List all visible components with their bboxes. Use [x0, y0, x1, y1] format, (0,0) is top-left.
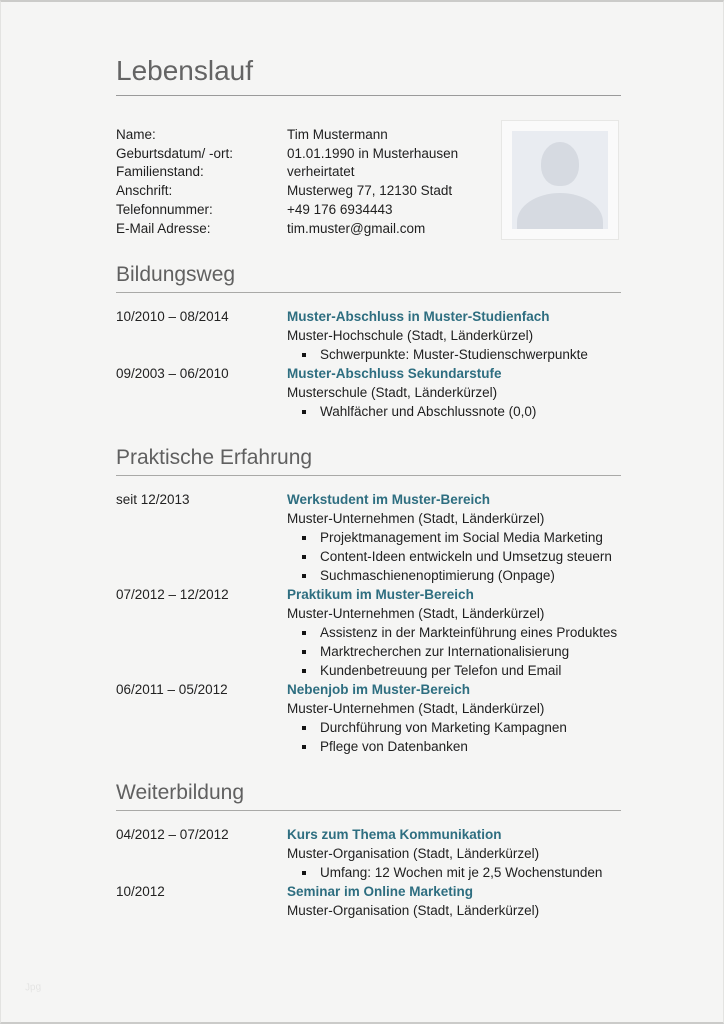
entry-organization: Muster-Organisation (Stadt, Länderkürzel): [287, 846, 540, 862]
entry-date: 10/2010 – 08/2014: [116, 309, 229, 325]
cv-entry: [116, 680, 621, 756]
entry-organization: Muster-Unternehmen (Stadt, Länderkürzel): [287, 701, 545, 717]
field-label: Anschrift:: [116, 183, 173, 199]
entry-bullet-list: [287, 718, 621, 756]
entry-title: Kurs zum Thema Kommunikation: [287, 827, 502, 843]
cv-entry: [116, 364, 621, 421]
photo-placeholder: [501, 120, 619, 240]
field-value: Tim Mustermann: [287, 127, 388, 142]
entry-body: [287, 882, 621, 920]
silhouette-head: [541, 142, 579, 186]
entry-bullet: Durchführung von Marketing Kampagnen: [287, 718, 621, 737]
cv-entry: [116, 882, 621, 920]
entry-bullet-list: [287, 402, 621, 421]
entry-title: Muster-Abschluss Sekundarstufe: [287, 366, 502, 382]
field-value: 01.01.1990 in Musterhausen: [287, 145, 459, 161]
entry-date: 10/2012: [116, 884, 165, 900]
entry-title: Nebenjob im Muster-Bereich: [287, 682, 471, 698]
field-label: Name:: [116, 127, 156, 142]
section-bildungsweg: [116, 262, 621, 421]
watermark: Jpg: [24, 981, 42, 994]
entry-date: seit 12/2013: [116, 492, 190, 508]
entry-bullet: Suchmaschienenoptimierung (Onpage): [287, 566, 621, 585]
entry-title: Muster-Abschluss in Muster-Studienfach: [287, 309, 550, 325]
title-divider: [116, 95, 621, 96]
entry-bullet-list: [287, 623, 621, 680]
entry-bullet: Umfang: 12 Wochen mit je 2,5 Wochenstunden: [287, 863, 621, 882]
entry-body: [287, 680, 621, 756]
section-praktische-erfahrung: [116, 445, 621, 756]
cv-entry: [116, 825, 621, 882]
entry-body: [287, 585, 621, 680]
entry-organization: Musterschule (Stadt, Länderkürzel): [287, 385, 498, 401]
entry-organization: Muster-Hochschule (Stadt, Länderkürzel): [287, 328, 534, 344]
cv-entry: [116, 490, 621, 585]
entry-bullet-list: [287, 528, 621, 585]
page-title: Lebenslauf: [116, 55, 254, 86]
field-value: +49 176 6934443: [287, 201, 393, 217]
entry-bullet-list: [287, 863, 621, 882]
entry-date: 07/2012 – 12/2012: [116, 587, 229, 603]
entry-organization: Muster-Unternehmen (Stadt, Länderkürzel): [287, 606, 545, 622]
entry-bullet: Content-Ideen entwickeln und Umsetzug steuern: [287, 547, 621, 566]
section-heading: Weiterbildung: [116, 781, 245, 805]
field-label: E-Mail Adresse:: [116, 220, 211, 236]
cv-entry: [116, 585, 621, 680]
section-weiterbildung: [116, 780, 621, 920]
section-divider: [116, 475, 621, 476]
section-entries: [116, 490, 621, 756]
cv-entry: [116, 307, 621, 364]
entry-bullet: Schwerpunkte: Muster-Studienschwerpunkte: [287, 345, 621, 364]
field-label: Geburtsdatum/ -ort:: [116, 145, 234, 161]
field-value: Musterweg 77, 12130 Stadt: [287, 183, 453, 199]
section-divider: [116, 810, 621, 811]
section-heading: Praktische Erfahrung: [116, 446, 313, 470]
silhouette-shoulders: [517, 193, 603, 229]
section-entries: [116, 825, 621, 920]
entry-bullet: Kundenbetreuung per Telefon und Email: [287, 661, 621, 680]
entry-bullet-list: [287, 345, 621, 364]
entry-title: Werkstudent im Muster-Bereich: [287, 492, 491, 508]
field-label: Familienstand:: [116, 164, 204, 180]
entry-bullet: Projektmanagement im Social Media Marketing: [287, 528, 621, 547]
section-divider: [116, 292, 621, 293]
entry-bullet: Pflege von Datenbanken: [287, 737, 621, 756]
entry-body: [287, 307, 621, 364]
field-label: Telefonnummer:: [116, 201, 213, 217]
entry-body: [287, 825, 621, 882]
section-heading: Bildungsweg: [116, 263, 236, 287]
entry-bullet: Wahlfächer und Abschlussnote (0,0): [287, 402, 621, 421]
field-value: verheirtatet: [287, 164, 355, 180]
entry-title: Seminar im Online Marketing: [287, 884, 474, 900]
entry-organization: Muster-Organisation (Stadt, Länderkürzel): [287, 903, 540, 919]
field-value: tim.muster@gmail.com: [287, 220, 426, 236]
entry-bullet: Marktrecherchen zur Internationalisierung: [287, 642, 621, 661]
entry-date: 06/2011 – 05/2012: [116, 682, 228, 698]
entry-bullet: Assistenz in der Markteinführung eines Produktes: [287, 623, 621, 642]
entry-organization: Muster-Unternehmen (Stadt, Länderkürzel): [287, 511, 545, 527]
entry-body: [287, 490, 621, 585]
section-entries: [116, 307, 621, 421]
person-silhouette-icon: [512, 131, 608, 229]
entry-date: 04/2012 – 07/2012: [116, 827, 229, 843]
entry-date: 09/2003 – 06/2010: [116, 366, 229, 382]
entry-body: [287, 364, 621, 421]
entry-title: Praktikum im Muster-Bereich: [287, 587, 474, 603]
